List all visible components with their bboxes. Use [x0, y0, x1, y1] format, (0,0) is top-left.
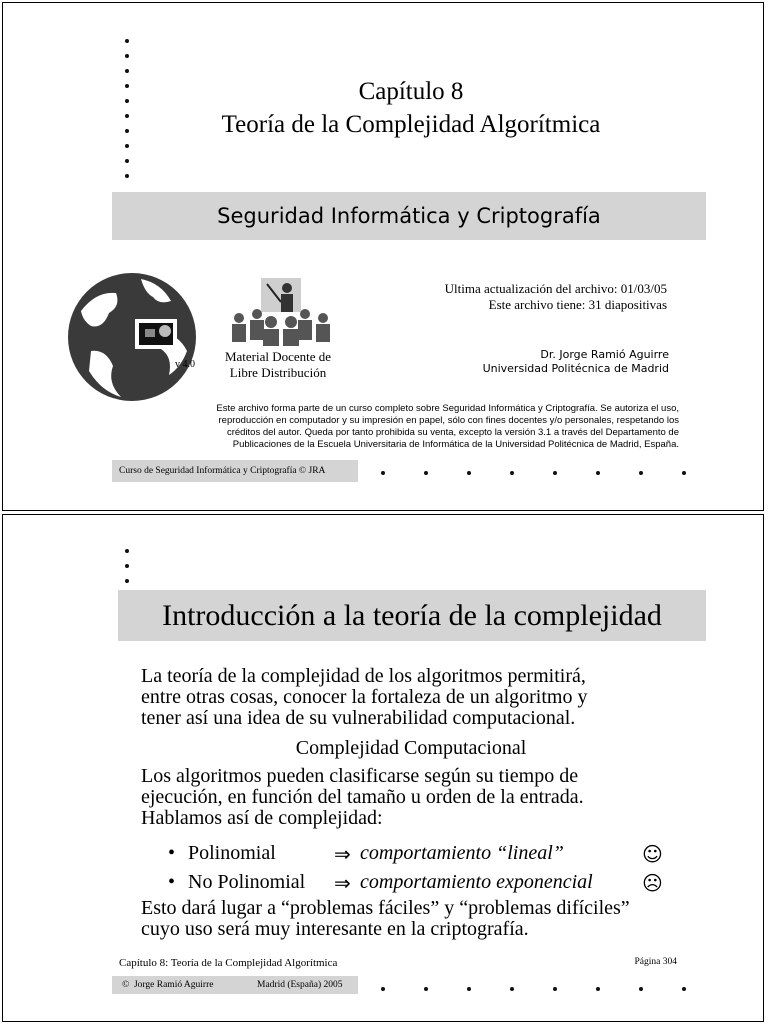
title-bar: [118, 590, 706, 641]
text-line: Esto dará lugar a “problemas fáciles” y “problemas difíciles”: [141, 897, 630, 919]
course-banner-text: Seguridad Informática y Criptografía: [217, 204, 601, 228]
legal-line: reproducción en computador y su impresión en papel, sólo con fines docentes y/o personales, respetando los: [218, 415, 679, 426]
subheading: Complejidad Computacional: [295, 737, 527, 759]
slide-title: Introducción a la teoría de la complejidad: [162, 599, 662, 632]
bullet-term: Polinomial: [188, 842, 276, 864]
bullet-description: comportamiento exponencial: [360, 871, 593, 893]
bullet-item: [168, 871, 663, 895]
legal-line: Publicaciones de la Escuela Universitaria de Informática de la Universidad Politécnica de Madrid, España.: [232, 439, 679, 450]
bullet-icon: •: [168, 842, 176, 864]
decorative-dots-vertical: [125, 549, 131, 585]
decorative-dots-horizontal: [381, 471, 691, 477]
text-line: tener así una idea de su vulnerabilidad computacional.: [141, 707, 576, 729]
bullet-term: No Polinomial: [188, 871, 306, 893]
legal-line: créditos del autor. Queda por tanto prohibida su venta, excepto la versión 3.1 a través del Departamento de: [226, 427, 679, 438]
implies-arrow-icon: ⇒: [334, 844, 351, 866]
text-line: ejecución, en función del tamaño u orden de la entrada.: [141, 786, 584, 808]
frowning-face-icon: ☹: [642, 871, 663, 895]
slide-cover: [2, 2, 764, 511]
update-date: Ultima actualización del archivo: 01/03/05: [444, 281, 667, 296]
slide-count: Este archivo tiene: 31 diapositivas: [488, 297, 667, 312]
legal-line: Este archivo forma parte de un curso completo sobre Seguridad Informática y Criptografía. Se autoriza el uso,: [216, 403, 679, 414]
text-line: La teoría de la complejidad de los algoritmos permitirá,: [141, 665, 586, 687]
chapter-title: Teoría de la Complejidad Algorítmica: [221, 111, 601, 138]
bullet-item: [168, 842, 663, 866]
bullet-description: comportamiento “lineal”: [360, 842, 564, 864]
body-paragraph: [141, 766, 584, 829]
slide-content: [2, 514, 764, 1022]
text-line: cuyo uso será muy interesante en la criptografía.: [141, 918, 529, 940]
text-line: Hablamos así de complejidad:: [141, 807, 383, 829]
material-line-2: Libre Distribución: [229, 365, 327, 380]
version-label: v 4.0: [175, 359, 195, 370]
classroom-icon: [229, 278, 333, 346]
university-name: Universidad Politécnica de Madrid: [482, 362, 669, 375]
material-line-1: Material Docente de: [224, 349, 332, 364]
author-name: Dr. Jorge Ramió Aguirre: [540, 348, 669, 361]
page-number: Página 304: [634, 957, 677, 967]
text-line: Los algoritmos pueden clasificarse según su tiempo de: [141, 765, 579, 787]
footer-text: Curso de Seguridad Informática y Criptografía © JRA: [119, 466, 326, 476]
globe-icon: [61, 271, 203, 403]
footer-bar: [112, 460, 358, 482]
intro-paragraph: [141, 666, 587, 729]
closing-paragraph: [141, 898, 630, 940]
implies-arrow-icon: ⇒: [334, 873, 351, 895]
footer-chapter: Capítulo 8: Teoría de la Complejidad Algorítmica: [119, 957, 338, 969]
footer-bar: [112, 976, 358, 994]
bullet-icon: •: [168, 871, 176, 893]
decorative-dots-horizontal: [381, 987, 691, 993]
chapter-number: Capítulo 8: [358, 78, 464, 105]
legal-notice: [143, 403, 679, 451]
smiley-face-icon: ☺: [642, 842, 663, 866]
footer-place: Madrid (España) 2005: [257, 980, 343, 990]
course-banner: [112, 192, 706, 240]
decorative-dots-vertical: [125, 39, 131, 179]
text-line: entre otras cosas, conocer la fortaleza de un algoritmo y: [141, 686, 588, 708]
footer-author: © Jorge Ramió Aguirre: [122, 980, 214, 990]
